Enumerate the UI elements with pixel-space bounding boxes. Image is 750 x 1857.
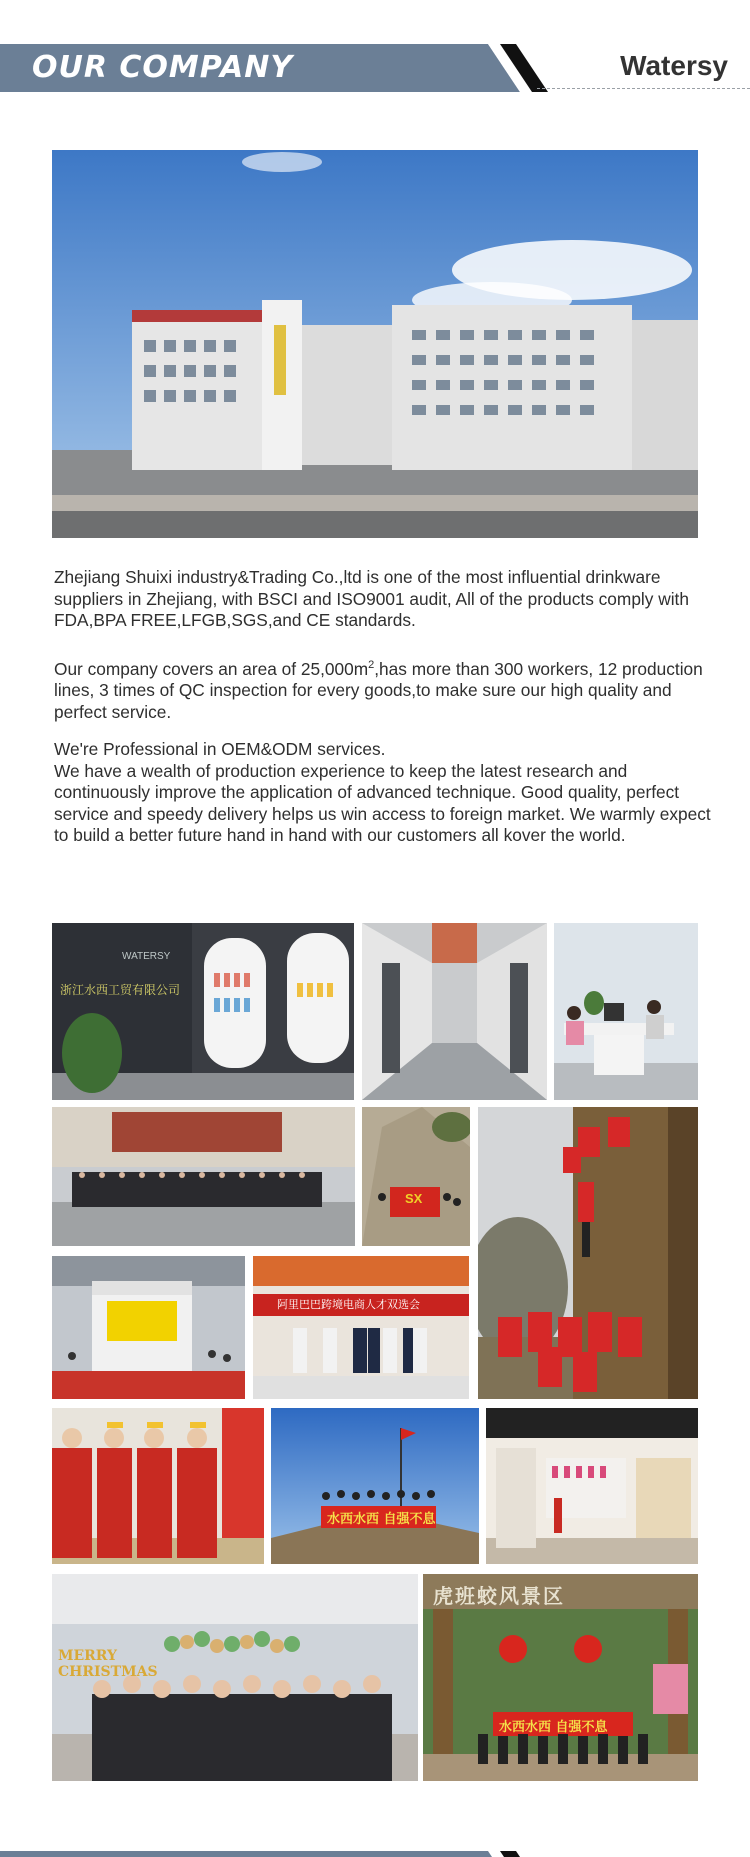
footer-banner-edge: [0, 1851, 750, 1857]
hill-banner-photo: [271, 1408, 479, 1564]
workers-text: ,has more than 300 workers, 12 production lines, 3 times of QC inspection for every goods,to make sure our high quality and perfect service.: [54, 658, 703, 722]
header-divider: [537, 88, 750, 89]
trade-booth-photo: [52, 1256, 245, 1399]
park-sign: 虎班蛟风景区: [433, 1584, 565, 1608]
showroom-photo: [52, 923, 354, 1100]
area-text: Our company covers an area of 25,000m: [54, 658, 369, 679]
mountain-team-photo: [362, 1107, 470, 1246]
talent-fair-photo: [253, 1256, 469, 1399]
team-banner: 水西水西 自强不息: [327, 1512, 436, 1527]
celebration-photo: [52, 1408, 264, 1564]
office-photo: [554, 923, 698, 1100]
park-banner: 水西水西 自强不息: [499, 1720, 608, 1735]
showroom-logo: WATERSY: [122, 951, 171, 962]
about-paragraph-3: [54, 739, 714, 847]
scenic-park-photo: [423, 1574, 698, 1781]
product-showroom-photo: [486, 1408, 698, 1564]
mountain-banner: SX: [405, 1191, 423, 1206]
showroom-sign: 浙江水西工贸有限公司: [60, 983, 181, 997]
climbing-wall-photo: [478, 1107, 698, 1399]
brand-name: Watersy: [620, 50, 728, 81]
christmas-party-photo: [52, 1574, 418, 1781]
christmas-banner: MERRY CHRISTMAS: [58, 1648, 158, 1680]
factory-photo: [52, 150, 698, 538]
experience-text: We have a wealth of production experience to keep the latest research and continuously improve the application of advanced technique. Good quality, perfect service and speedy delivery helps us win access to foreign market. We warmly expect to build a better future hand in hand with our customers all kover the world.: [54, 760, 711, 845]
corridor-photo: [362, 923, 547, 1100]
about-paragraph-1: Zhejiang Shuixi industry&Trading Co.,ltd is one of the most influential drinkware suppliers in Zhejiang, with BSCI and ISO9001 audit, All of the products comply with FDA,BPA FREE,LFGB,SGS,and CE standards.: [54, 567, 689, 630]
about-paragraph-2: [54, 655, 714, 723]
section-title: OUR COMPANY: [32, 50, 294, 85]
area-unit-superscript: 2: [368, 659, 375, 671]
section-header: [0, 44, 750, 92]
oem-odm-line: We're Professional in OEM&ODM services.: [54, 739, 386, 759]
company-group-photo: [52, 1107, 355, 1246]
talent-fair-sign: 阿里巴巴跨境电商人才双选会: [277, 1298, 420, 1311]
